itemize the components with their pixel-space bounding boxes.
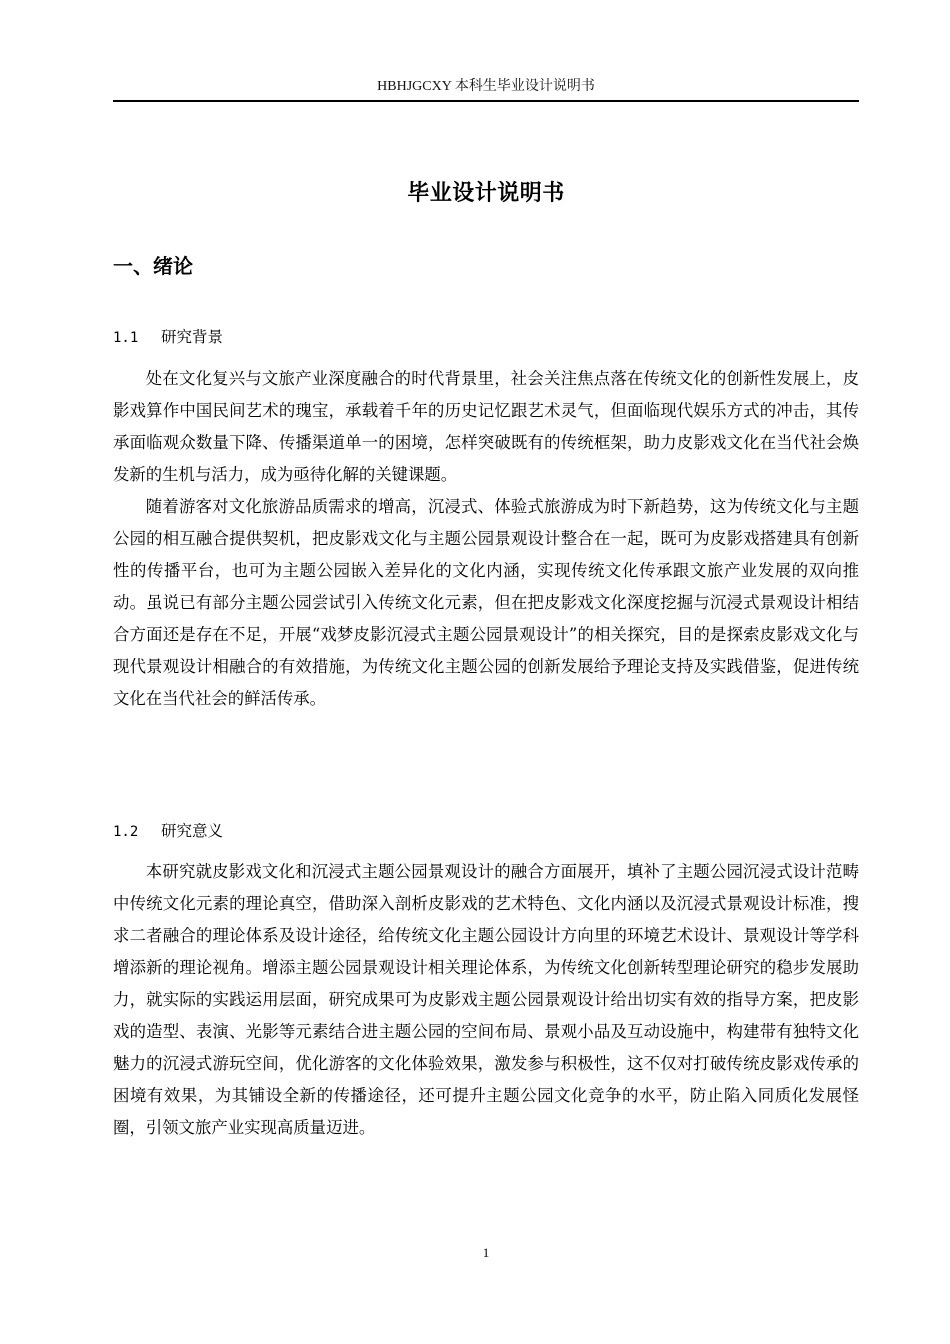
- section-title: 研究意义: [161, 822, 224, 840]
- paragraph: 处在文化复兴与文旅产业深度融合的时代背景里，社会关注焦点落在传统文化的创新性发展上，皮影戏算作中国民间艺术的瑰宝，承载着千年的历史记忆跟艺术灵气，但面临现代娱乐方式的冲击，其传承面临观众数量下降、传播渠道单一的困境，怎样突破既有的传统框架，助力皮影戏文化在当代社会焕发新的生机与活力，成为亟待化解的关键课题。: [113, 369, 859, 484]
- section-title: 研究背景: [161, 328, 224, 346]
- document-title: 毕业设计说明书: [407, 181, 565, 206]
- section-body-1-2: [113, 856, 859, 1144]
- section-heading-1-2: [113, 820, 223, 843]
- paragraph: 随着游客对文化旅游品质需求的增高，沉浸式、体验式旅游成为时下新趋势，这为传统文化与主题公园的相互融合提供契机，把皮影戏文化与主题公园景观设计整合在一起，既可为皮影戏搭建具有创新性的传播平台，也可为主题公园嵌入差异化的文化内涵，实现传统文化传承跟文旅产业发展的双向推动。虽说已有部分主题公园尝试引入传统文化元素，但在把皮影戏文化深度挖掘与沉浸式景观设计相结合方面还是存在不足，开展“戏梦皮影沉浸式主题公园景观设计”的相关探究，目的是探索皮影戏文化与现代景观设计相融合的有效措施，为传统文化主题公园的创新发展给予理论支持及实践借鉴，促进传统文化在当代社会的鲜活传承。: [113, 497, 859, 708]
- header-rule: [113, 100, 859, 102]
- chapter-heading: 一、绪论: [113, 254, 193, 278]
- section-heading-1-1: [113, 326, 223, 349]
- section-number: 1.1: [113, 330, 139, 346]
- section-body-1-1: [113, 363, 859, 715]
- paragraph: 本研究就皮影戏文化和沉浸式主题公园景观设计的融合方面展开，填补了主题公园沉浸式设计范畴中传统文化元素的理论真空，借助深入剖析皮影戏的艺术特色、文化内涵以及沉浸式景观设计标准，搜求二者融合的理论体系及设计途径，给传统文化主题公园设计方向里的环境艺术设计、景观设计等学科增添新的理论视角。增添主题公园景观设计相关理论体系，为传统文化创新转型理论研究的稳步发展助力，就实际的实践运用层面，研究成果可为皮影戏主题公园景观设计给出切实有效的指导方案，把皮影戏的造型、表演、光影等元素结合进主题公园的空间布局、景观小品及互动设施中，构建带有独特文化魅力的沉浸式游玩空间，优化游客的文化体验效果，激发参与积极性，这不仅对打破传统皮影戏传承的困境有效果，为其铺设全新的传播途径，还可提升主题公园文化竞争的水平，防止陷入同质化发展怪圈，引领文旅产业实现高质量迈进。: [113, 862, 859, 1137]
- section-number: 1.2: [113, 824, 139, 840]
- running-header: HBHJGCXY 本科生毕业设计说明书: [377, 79, 595, 94]
- page-number: 1: [482, 1245, 490, 1260]
